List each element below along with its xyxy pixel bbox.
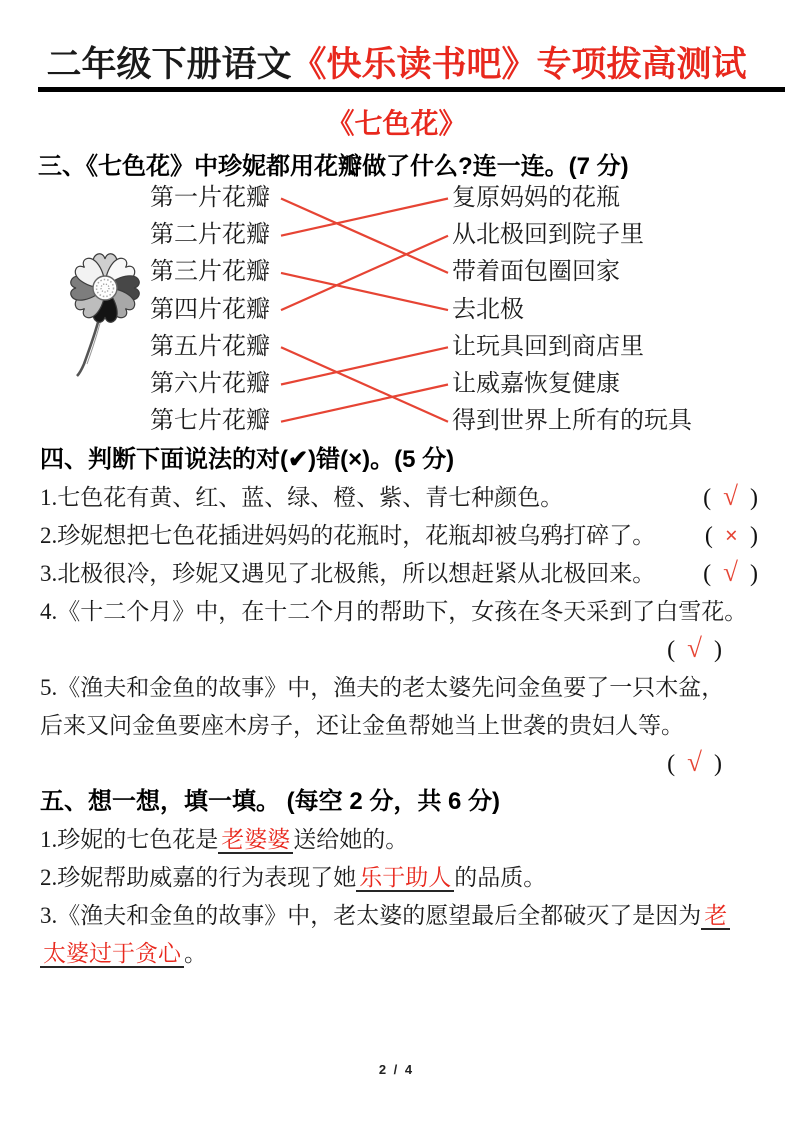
judge-item-1 — [40, 479, 758, 517]
judge-item-2 — [40, 517, 758, 555]
paren-close: ) — [750, 523, 758, 549]
cross-mark: × — [724, 523, 738, 548]
title-black-part: 二年级下册语文 — [46, 45, 292, 84]
fill-item-3 — [40, 897, 758, 973]
match-left-item: 第四片花瓣 — [150, 297, 270, 323]
main-content — [40, 441, 758, 973]
match-right-item: 从北极回到院子里 — [452, 222, 644, 248]
blank-answer: 老婆婆 — [218, 827, 293, 854]
fill-item-2 — [40, 859, 758, 897]
match-right-item: 复原妈妈的花瓶 — [452, 185, 620, 211]
judge-item-text: 1.七色花有黄、红、蓝、绿、橙、紫、青七种颜色。 — [40, 485, 564, 510]
check-mark: √ — [723, 557, 738, 587]
subtitle: 《七色花》 — [326, 109, 467, 140]
paren-open: ( — [704, 523, 713, 549]
answer-marks — [667, 631, 722, 669]
match-left-item: 第六片花瓣 — [150, 371, 270, 397]
match-left-item: 第五片花瓣 — [150, 334, 270, 360]
fill-item-text: 1.珍妮的七色花是 — [40, 827, 219, 852]
answer-marks — [667, 745, 722, 783]
title-double-rule — [38, 87, 785, 92]
paren-open: ( — [703, 561, 712, 587]
match-left-item: 第二片花瓣 — [150, 222, 270, 248]
judge-item-text: 5.《渔夫和金鱼的故事》中，渔夫的老太婆先问金鱼要了一只木盆， — [40, 675, 725, 700]
fill-item-1 — [40, 821, 758, 859]
check-mark: √ — [687, 633, 702, 663]
paren-open: ( — [667, 637, 676, 663]
match-left-item: 第一片花瓣 — [150, 185, 270, 211]
judge-item-5-answer-line — [40, 745, 758, 783]
match-right-item: 让玩具回到商店里 — [452, 334, 644, 360]
judge-item-text: 3.北极很冷，珍妮又遇见了北极熊，所以想赶紧从北极回来。 — [40, 561, 656, 586]
paren-close: ) — [750, 485, 758, 511]
section4-heading: 四、判断下面说法的对(✔)错(×)。(5 分) — [40, 446, 455, 473]
paren-open: ( — [667, 751, 676, 777]
section3-heading: 三、《七色花》中珍妮都用花瓣做了什么?连一连。(7 分) — [38, 153, 629, 180]
answer-marks — [705, 517, 758, 555]
judge-item-4 — [40, 593, 758, 631]
paren-close: ) — [750, 561, 758, 587]
fill-item-text: 的品质。 — [454, 865, 547, 890]
judge-item-text: 后来又问金鱼要座木房子，还让金鱼帮她当上世袭的贵妇人等。 — [40, 713, 684, 738]
match-line — [281, 199, 448, 236]
paren-open: ( — [703, 485, 712, 511]
fill-item-text: 送给她的。 — [293, 827, 409, 852]
page-title — [0, 44, 793, 86]
match-left-item: 第三片花瓣 — [150, 259, 270, 285]
match-line — [281, 347, 448, 384]
answer-marks — [703, 555, 758, 593]
judge-item-3 — [40, 555, 758, 593]
blank-answer: 乐于助人 — [356, 865, 454, 892]
page-number: 2 / 4 — [378, 1062, 415, 1077]
match-line — [281, 347, 448, 421]
judge-item-5 — [40, 669, 758, 745]
judge-item-text: 2.珍妮想把七色花插进妈妈的花瓶时，花瓶却被乌鸦打碎了。 — [40, 523, 656, 548]
fill-item-text: 3.《渔夫和金鱼的故事》中，老太婆的愿望最后全都破灭了是因为 — [40, 903, 702, 928]
match-line — [281, 385, 448, 422]
match-right-item: 得到世界上所有的玩具 — [452, 408, 692, 434]
title-red-part: 《快乐读书吧》专项拔高测试 — [291, 45, 747, 84]
blank-answer: 太婆过于贪心 — [40, 941, 184, 968]
check-mark: √ — [723, 481, 738, 511]
match-line — [281, 199, 448, 273]
match-left-item: 第七片花瓣 — [150, 408, 270, 434]
match-line — [281, 273, 448, 310]
judge-item-text: 4.《十二个月》中，在十二个月的帮助下，女孩在冬天采到了白雪花。 — [40, 599, 748, 624]
match-right-item: 去北极 — [452, 297, 524, 323]
check-mark: √ — [687, 747, 702, 777]
blank-answer: 老 — [701, 903, 730, 930]
section5-heading: 五、想一想，填一填。 (每空 2 分，共 6 分) — [40, 788, 501, 815]
matching-exercise — [0, 180, 793, 448]
fill-item-text: 。 — [184, 941, 207, 966]
match-right-item: 让威嘉恢复健康 — [452, 371, 620, 397]
paren-close: ) — [714, 751, 722, 777]
judge-item-4-answer-line — [40, 631, 758, 669]
answer-marks — [703, 479, 758, 517]
paren-close: ) — [714, 637, 722, 663]
match-line — [281, 236, 448, 310]
fill-item-text: 2.珍妮帮助威嘉的行为表现了她 — [40, 865, 357, 890]
match-right-item: 带着面包圈回家 — [452, 259, 620, 285]
